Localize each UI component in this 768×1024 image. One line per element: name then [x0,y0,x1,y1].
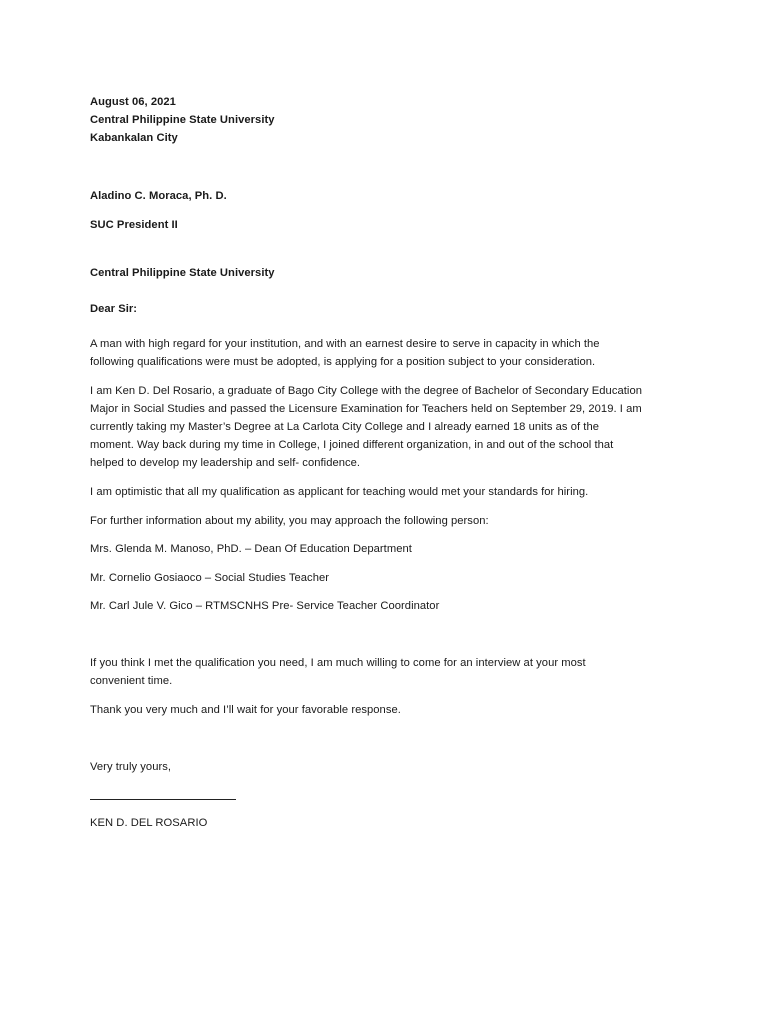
paragraph-1-line-1: A man with high regard for your institution, and with an earnest desire to serve in capacity in which the [90,338,600,350]
signature-name: KEN D. DEL ROSARIO [90,817,208,829]
signature-line [90,799,236,800]
sender-city: Kabankalan City [90,132,178,144]
recipient-title: SUC President II [90,219,178,231]
recipient-institution: Central Philippine State University [90,267,275,279]
letter-date: August 06, 2021 [90,96,176,108]
reference-2: Mr. Cornelio Gosiaoco – Social Studies Teacher [90,572,330,584]
paragraph-2-line-3: currently taking my Master’s Degree at La Carlota City College and I already earned 18 units as of the [90,421,600,433]
sender-institution: Central Philippine State University [90,114,275,126]
paragraph-6: Thank you very much and I’ll wait for your favorable response. [90,704,401,716]
recipient-name: Aladino C. Moraca, Ph. D. [90,190,227,202]
closing: Very truly yours, [90,761,172,773]
paragraph-2-line-2: Major in Social Studies and passed the Licensure Examination for Teachers held on September 29, 2019. I am [90,403,642,415]
paragraph-2-line-4: moment. Way back during my time in College, I joined different organization, in and out of the school that [90,439,614,451]
reference-3: Mr. Carl Jule V. Gico – RTMSCNHS Pre- Service Teacher Coordinator [90,600,440,612]
paragraph-5-line-1: If you think I met the qualification you need, I am much willing to come for an interview at your most [90,657,586,669]
paragraph-1-line-2: following qualifications were must be adopted, is applying for a position subject to your consideration. [90,356,596,368]
paragraph-5-line-2: convenient time. [90,675,173,687]
paragraph-4: For further information about my ability, you may approach the following person: [90,515,489,527]
paragraph-2-line-1: I am Ken D. Del Rosario, a graduate of Bago City College with the degree of Bachelor of Secondary Education [90,385,642,397]
salutation: Dear Sir: [90,303,138,315]
paragraph-2-line-5: helped to develop my leadership and self- confidence. [90,457,361,469]
reference-1: Mrs. Glenda M. Manoso, PhD. – Dean Of Education Department [90,543,412,555]
paragraph-3: I am optimistic that all my qualification as applicant for teaching would met your standards for hiring. [90,486,589,498]
